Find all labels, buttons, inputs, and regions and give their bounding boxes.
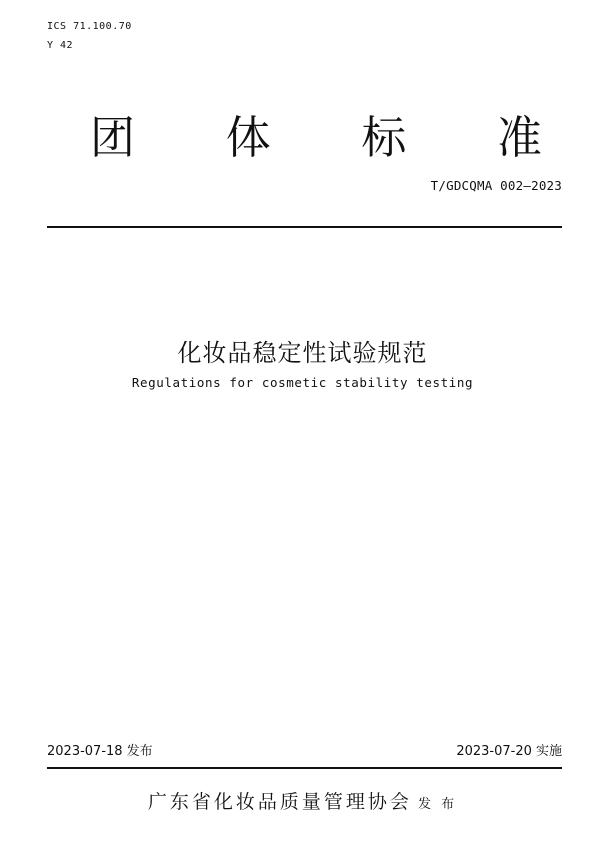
standard-type-char: 准 <box>496 111 542 164</box>
standard-type-char: 标 <box>361 111 407 164</box>
document-title-en: Regulations for cosmetic stability testing <box>131 375 474 390</box>
bottom-divider <box>47 767 562 769</box>
implementation-date: 2023-07-20 实施 <box>456 744 562 759</box>
standard-number: T/GDCQMA 002—2023 <box>430 178 562 193</box>
standard-type-char: 团 <box>90 111 136 164</box>
top-divider <box>47 226 562 228</box>
publisher-line <box>0 787 605 814</box>
ics-code: ICS 71.100.70 <box>47 21 132 32</box>
ccs-code: Y 42 <box>47 40 74 51</box>
publisher-issue-label: 发 布 <box>417 797 458 812</box>
standard-type-heading <box>90 110 542 166</box>
document-title-zh: 化妆品稳定性试验规范 <box>177 339 428 367</box>
publisher-organization: 广东省化妆品质量管理协会 <box>147 791 412 813</box>
publish-date: 2023-07-18 发布 <box>47 744 153 759</box>
standard-type-char: 体 <box>225 111 271 164</box>
